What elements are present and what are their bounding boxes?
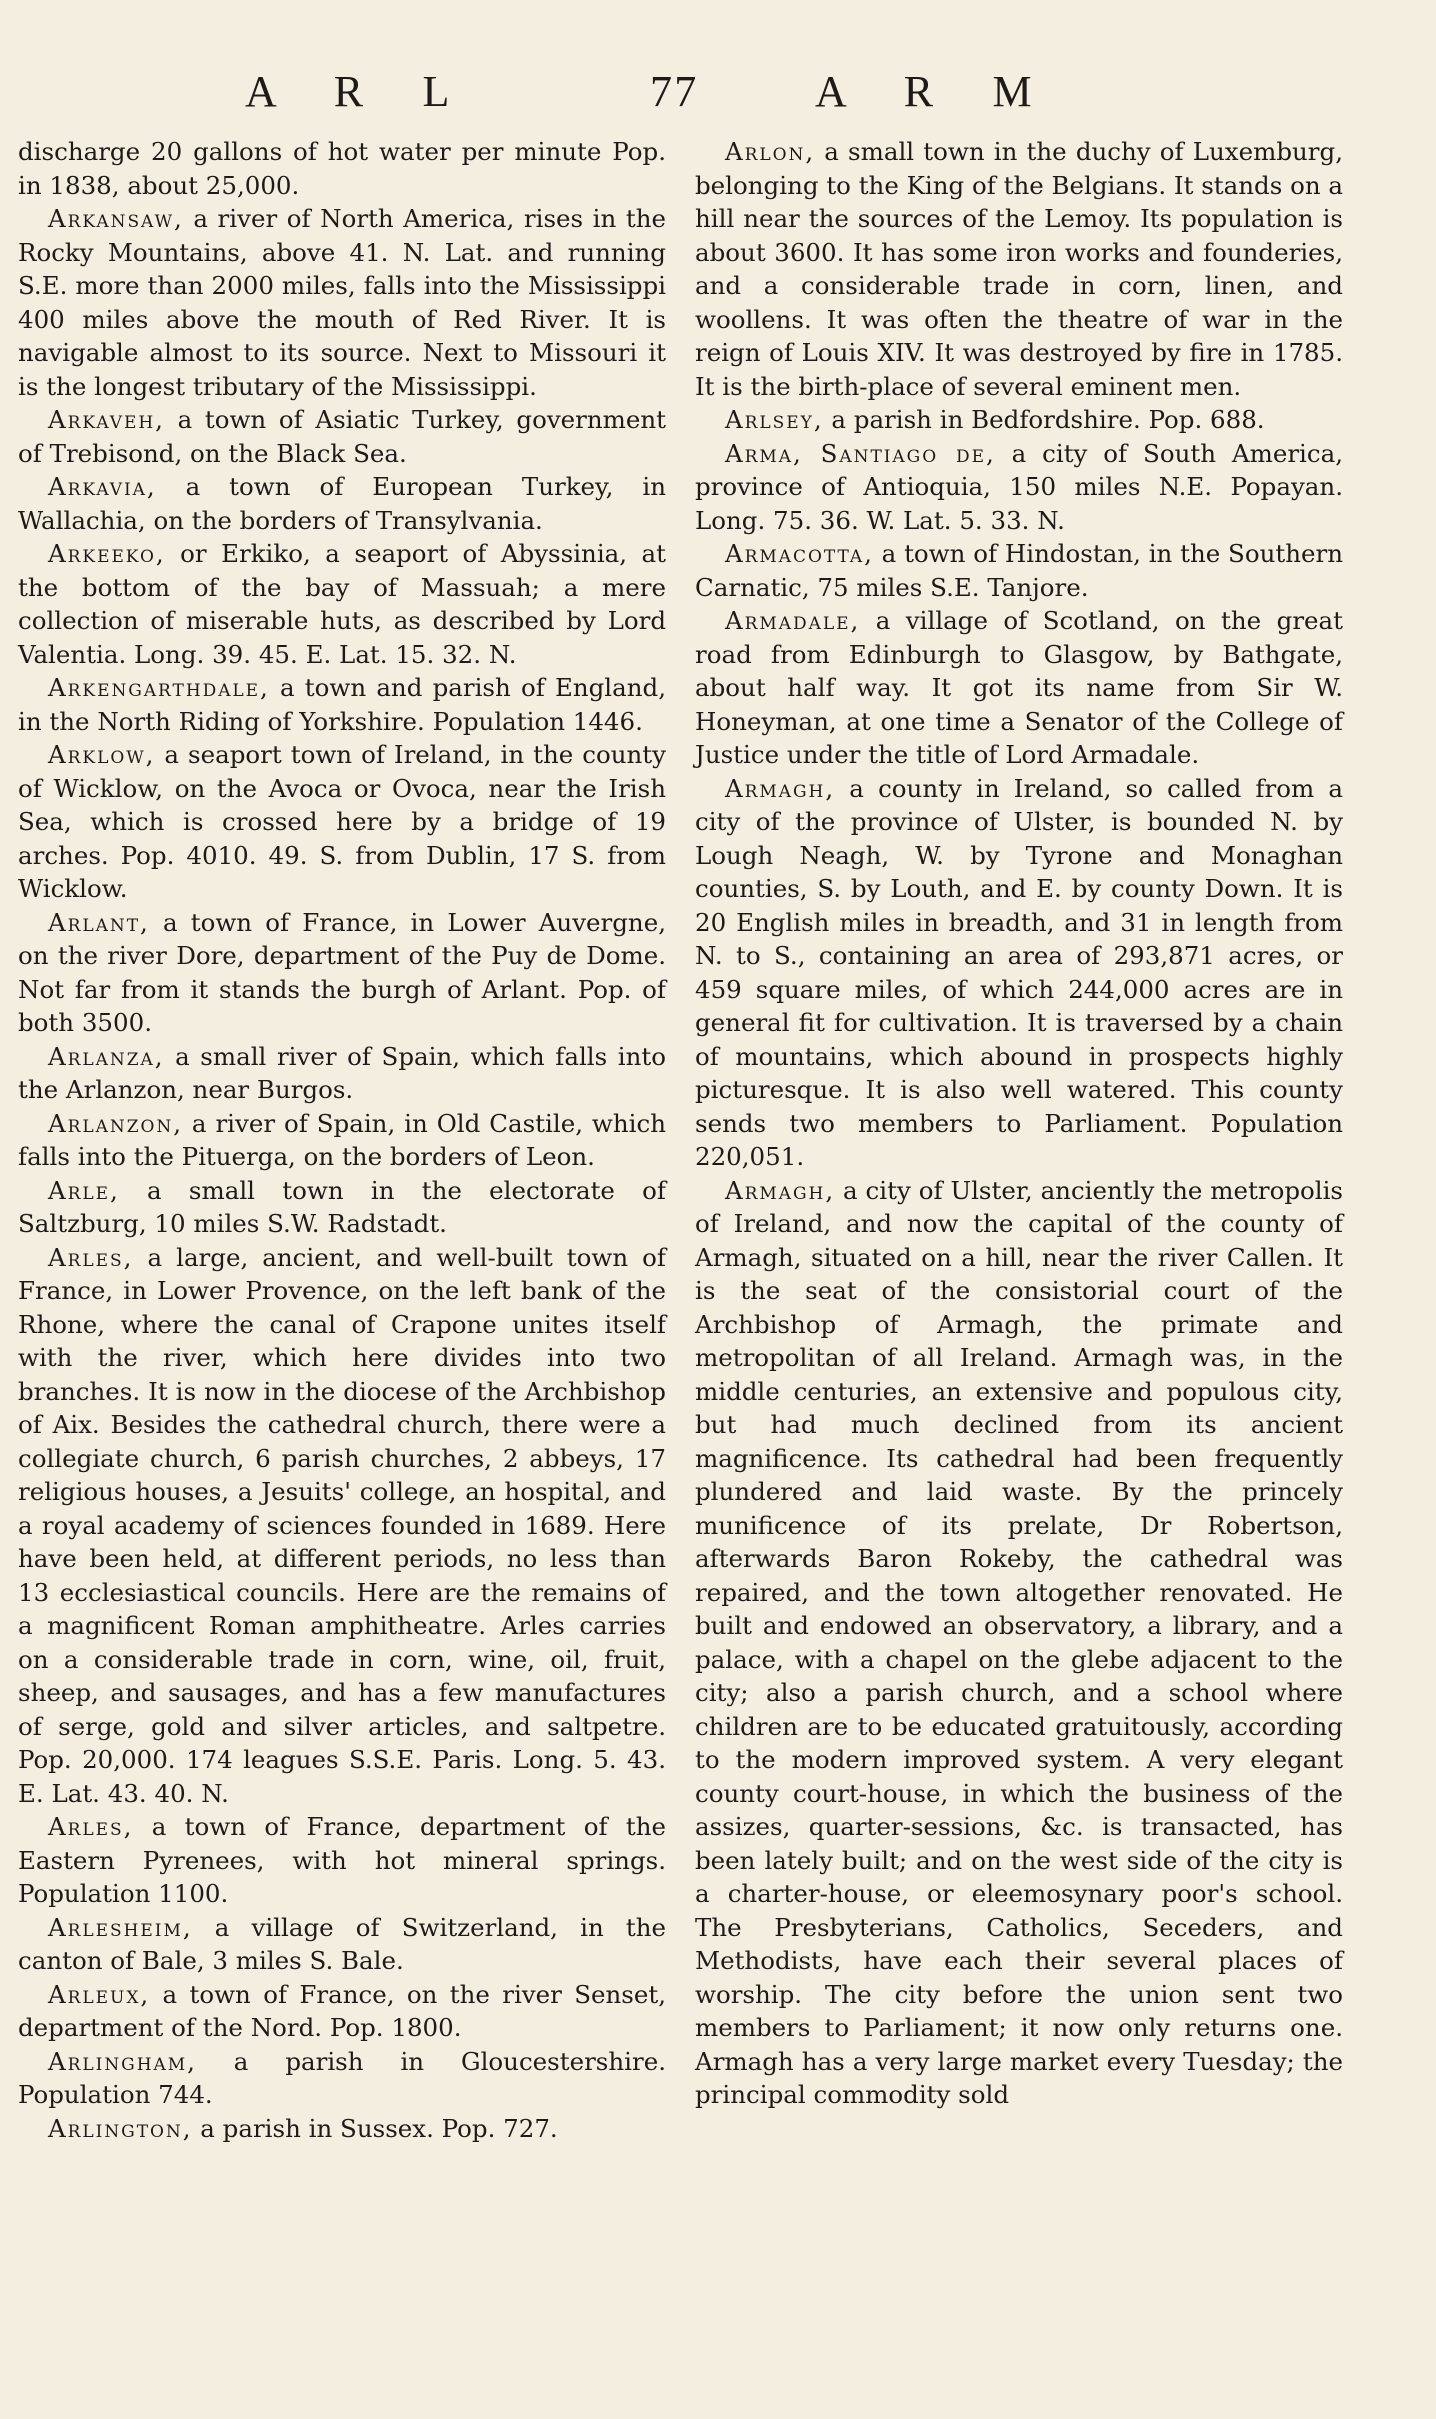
entry-text: a river of North America, rises in the Rocky Mountains, above 41. N. Lat. and running S.E. more than 2000 miles, falls into the Mississippi 400 miles above the mouth of Red River. It is navigable almost to its source. Next to Missouri it is the longest tributary of the Mississippi. xyxy=(18,204,666,401)
gazetteer-entry xyxy=(18,1978,666,2045)
entry-text: a small town in the duchy of Luxemburg, belonging to the King of the Belgians. It stands on a hill near the sources of the Lemoy. Its population is about 3600. It has some iron works and founderies, and a considerable trade in corn, linen, and woollens. It was often the theatre of war in the reign of Louis XIV. It was destroyed by fire in 1785. It is the birth-place of several eminent men. xyxy=(695,137,1343,401)
gazetteer-entry xyxy=(18,1040,666,1107)
entry-text: a small river of Spain, which falls into the Arlanzon, near Burgos. xyxy=(18,1041,666,1104)
entry-headword: Arle, xyxy=(48,1175,120,1205)
entry-text: or Erkiko, a seaport of Abyssinia, at the bottom of the bay of Massuah; a mere collection of miserable huts, as described by Lord Valentia. Long. 39. 45. E. Lat. 15. 32. N. xyxy=(18,539,666,669)
left-column xyxy=(18,135,666,2145)
entry-headword: Armadale, xyxy=(725,606,861,635)
entry-headword: Arlsey, xyxy=(725,405,824,434)
entry-headword: Armacotta, xyxy=(725,539,874,568)
entry-text: a village of Scotland, on the great road from Edinburgh to Glasgow, by Bathgate, about half way. It got its name from Sir W. Honeyman, at one time a Senator of the College of Justice under the title of Lord Armadale. xyxy=(695,606,1343,769)
entry-headword: Arles, xyxy=(48,1242,134,1272)
gazetteer-entry xyxy=(18,1241,666,1811)
gazetteer-entry xyxy=(695,537,1343,604)
entry-text: a city of Ulster, anciently the metropolis of Ireland, and now the capital of the county of Armagh, situated on a hill, near the river Callen. It is the seat of the consistorial court of the Archbishop of Armagh, the primate and metropolitan of all Ireland. Armagh was, in the middle centuries, an extensive and populous city, but had much declined from its ancient magnificence. Its cathedral had been frequently plundered and laid waste. By the princely munificence of its prelate, Dr Robertson, afterwards Baron Rokeby, the cathedral was repaired, and the town altogether renovated. He built and endowed an observatory, a library, and a palace, with a chapel on the glebe adjacent to the city; also a parish church, and a school where children are to be educated gratuitously, according to the modern improved system. A very elegant county court-house, in which the business of the assizes, quarter-sessions, &c. is transacted, has been lately built; and on the west side of the city is a charter-house, or eleemosynary poor's school. The Presbyterians, Catholics, Seceders, and Methodists, have each their several places of worship. The city before the union sent two members to Parliament; it now only returns one. Armagh has a very large market every Tuesday; the principal commodity sold xyxy=(695,1175,1343,2109)
entry-headword: Arlon, xyxy=(725,137,816,166)
gazetteer-entry xyxy=(695,437,1343,538)
gazetteer-entry xyxy=(18,470,666,537)
gazetteer-entry xyxy=(18,671,666,738)
running-head-right: A R M xyxy=(815,67,1056,116)
page-number: 77 xyxy=(650,67,699,116)
entry-headword: Arlesheim, xyxy=(48,1912,193,1942)
gazetteer-entry xyxy=(18,1810,666,1911)
entry-headword: Arkengarthdale, xyxy=(48,673,270,702)
entry-headword: Arma, Santiago de, xyxy=(725,438,996,468)
gazetteer-entry xyxy=(18,537,666,671)
gazetteer-entry xyxy=(18,1107,666,1174)
entry-text: a city of South America, province of Antioquia, 150 miles N.E. Popayan. Long. 75. 36. W. Lat. 5. 33. N. xyxy=(695,438,1343,535)
entry-headword: Arkansaw, xyxy=(48,204,184,233)
gazetteer-entry xyxy=(18,135,666,202)
gazetteer-entry xyxy=(18,2112,666,2146)
entry-text: a large, ancient, and well-built town of France, in Lower Provence, on the left bank of the Rhone, where the canal of Crapone unites itself with the river, which here divides into two branches. It is now in the diocese of the Archbishop of Aix. Besides the cathedral church, there were a collegiate church, 6 parish churches, 2 abbeys, 17 religious houses, a Jesuits' college, an hospital, and a royal academy of sciences founded in 1689. Here have been held, at different periods, no less than 13 ecclesiastical councils. Here are the remains of a magnificent Roman amphitheatre. Arles carries on a considerable trade in corn, wine, oil, fruit, sheep, and sausages, and has a few manufactures of serge, gold and silver articles, and saltpetre. Pop. 20,000. 174 leagues S.S.E. Paris. Long. 5. 43. E. Lat. 43. 40. N. xyxy=(18,1242,666,1808)
entry-text: a small town in the electorate of Saltzburg, 10 miles S.W. Radstadt. xyxy=(18,1175,666,1238)
entry-headword: Arlanzon, xyxy=(48,1108,183,1138)
entry-text: a town of Hindostan, in the Southern Carnatic, 75 miles S.E. Tanjore. xyxy=(695,539,1343,602)
entry-text: a parish in Bedfordshire. Pop. 688. xyxy=(823,405,1265,434)
entry-text: a seaport town of Ireland, in the county of Wicklow, on the Avoca or Ovoca, near the Irish Sea, which is crossed here by a bridge of 19 arches. Pop. 4010. 49. S. from Dublin, 17 S. from Wicklow. xyxy=(18,740,666,903)
entry-text: discharge 20 gallons of hot water per minute Pop. in 1838, about 25,000. xyxy=(18,137,666,200)
gazetteer-entry xyxy=(18,738,666,906)
entry-headword: Arlingham, xyxy=(48,2046,197,2076)
gazetteer-entry xyxy=(18,403,666,470)
right-column xyxy=(695,135,1343,2112)
entry-headword: Arklow, xyxy=(48,740,156,769)
running-head-left: A R L xyxy=(245,67,474,116)
entry-text: a town of Asiatic Turkey, government of Trebisond, on the Black Sea. xyxy=(18,405,666,468)
gazetteer-entry xyxy=(695,604,1343,772)
gazetteer-entry xyxy=(695,1174,1343,2112)
entry-headword: Arles, xyxy=(48,1812,134,1841)
gazetteer-entry xyxy=(18,202,666,403)
entry-text: a town of France, in Lower Auvergne, on the river Dore, department of the Puy de Dome. Not far from it stands the burgh of Arlant. Pop. of both 3500. xyxy=(18,907,666,1037)
page-header xyxy=(0,62,1436,122)
entry-text: a river of Spain, in Old Castile, which falls into the Pituerga, on the borders of Leon. xyxy=(18,1108,666,1171)
entry-text: a town of European Turkey, in Wallachia, on the borders of Transylvania. xyxy=(18,472,666,535)
entry-headword: Arlanza, xyxy=(48,1041,165,1071)
entry-text: a town of France, department of the Eastern Pyrenees, with hot mineral springs. Population 1100. xyxy=(18,1812,666,1908)
entry-headword: Arkavia, xyxy=(48,472,157,501)
entry-headword: Arleux, xyxy=(48,1979,151,2009)
gazetteer-entry xyxy=(695,403,1343,437)
entry-text: a county in Ireland, so called from a city of the province of Ulster, is bounded N. by Lough Neagh, W. by Tyrone and Monaghan counties, S. by Louth, and E. by county Down. It is 20 English miles in breadth, and 31 in length from N. to S., containing an area of 293,871 acres, or 459 square miles, of which 244,000 acres are in general fit for cultivation. It is traversed by a chain of mountains, which abound in prospects highly picturesque. It is also well watered. This county sends two members to Parliament. Population 220,051. xyxy=(695,773,1343,1171)
gazetteer-entry xyxy=(18,906,666,1040)
gazetteer-entry xyxy=(695,135,1343,403)
entry-text: a town of France, on the river Senset, department of the Nord. Pop. 1800. xyxy=(18,1979,666,2042)
gazetteer-entry xyxy=(18,1174,666,1241)
gazetteer-entry xyxy=(695,772,1343,1174)
entry-text: a parish in Sussex. Pop. 727. xyxy=(192,2113,558,2143)
entry-headword: Arlant, xyxy=(48,907,150,937)
entry-text: a town and parish of England, in the North Riding of Yorkshire. Population 1446. xyxy=(18,673,666,736)
gazetteer-entry xyxy=(18,2045,666,2112)
entry-headword: Arkaveh, xyxy=(48,405,165,434)
entry-text: a parish in Gloucestershire. Population 744. xyxy=(18,2046,666,2109)
entry-headword: Armagh, xyxy=(725,1175,836,1205)
entry-headword: Armagh, xyxy=(725,773,836,803)
entry-headword: Arlington, xyxy=(48,2113,193,2143)
entry-headword: Arkeeko, xyxy=(48,539,166,568)
gazetteer-entry xyxy=(18,1911,666,1978)
entry-text: a village of Switzerland, in the canton of Bale, 3 miles S. Bale. xyxy=(18,1912,666,1975)
